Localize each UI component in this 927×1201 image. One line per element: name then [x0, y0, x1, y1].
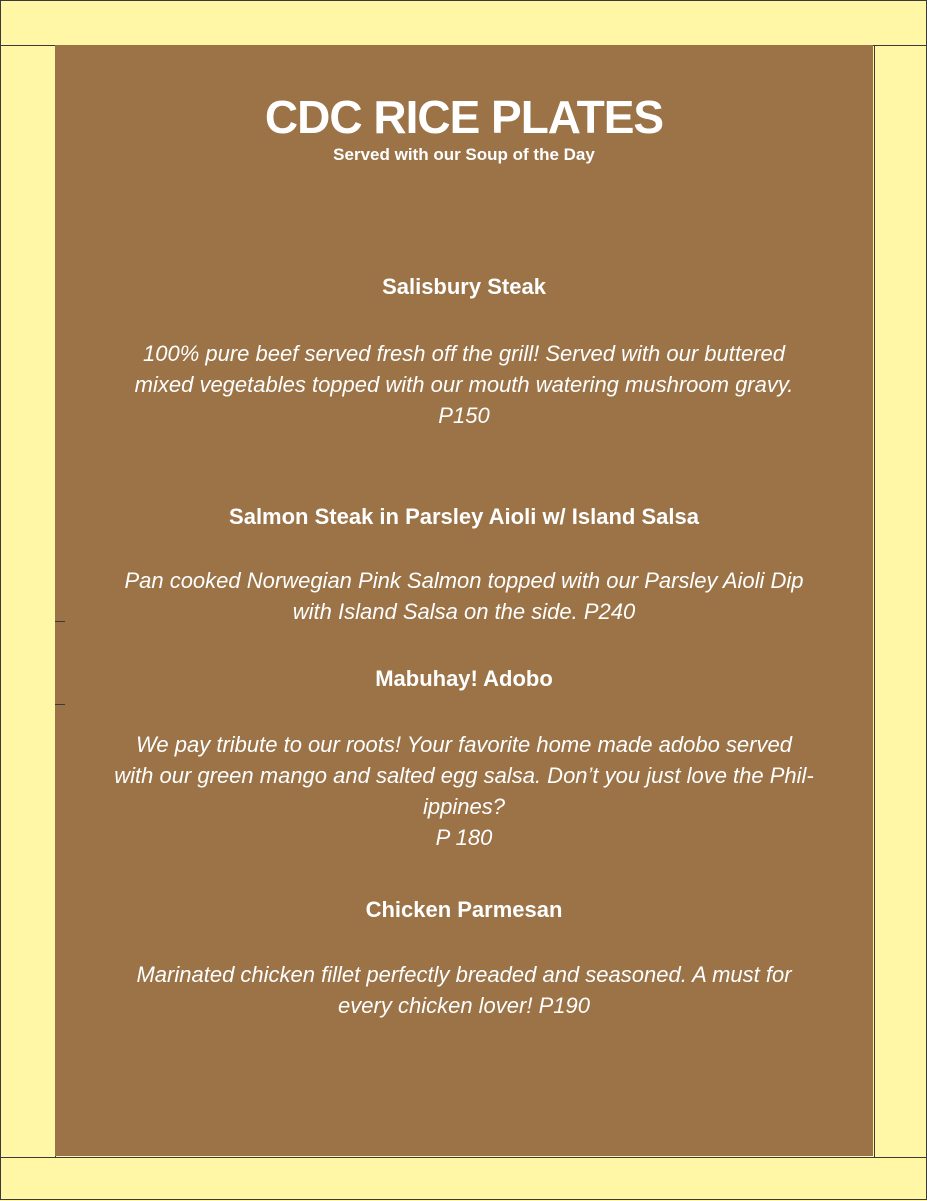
- dish-description-line: 100% pure beef served fresh off the grill! Served with our buttered: [142, 341, 786, 366]
- menu-title: CDC RICE PLATES: [264, 91, 664, 143]
- dish-description-mabuhay-adobo: [75, 729, 853, 853]
- dish-description-line: mixed vegetables topped with our mouth watering mushroom gravy.: [134, 372, 794, 397]
- dish-name-mabuhay-adobo: Mabuhay! Adobo: [375, 666, 553, 691]
- dish-description-line: every chicken lover! P190: [338, 993, 590, 1018]
- menu-panel: [55, 45, 873, 1156]
- dish-description-chicken-parmesan: [75, 959, 853, 1021]
- bottom-border-band: [1, 1157, 927, 1201]
- dish-description-salmon-steak: [75, 565, 853, 627]
- left-border-band: [1, 46, 56, 1157]
- dish-name-chicken-parmesan: Chicken Parmesan: [365, 897, 563, 922]
- dish-description-line: with Island Salsa on the side. P240: [292, 599, 636, 624]
- dish-name-salisbury-steak: Salisbury Steak: [382, 274, 546, 299]
- top-border-band: [1, 1, 927, 46]
- dish-description-line: Marinated chicken fillet perfectly breaded and seasoned. A must for: [136, 962, 792, 987]
- crop-tick-mark: [55, 704, 65, 705]
- dish-description-line: Pan cooked Norwegian Pink Salmon topped with our Parsley Aioli Dip: [124, 568, 804, 593]
- dish-description-salisbury-steak: [75, 338, 853, 431]
- dish-name-salmon-steak: Salmon Steak in Parsley Aioli w/ Island Salsa: [229, 504, 699, 529]
- dish-description-line: We pay tribute to our roots! Your favorite home made adobo served: [136, 732, 792, 757]
- crop-tick-mark: [55, 621, 65, 622]
- dish-price: P 180: [435, 825, 493, 850]
- dish-price: P150: [438, 403, 490, 428]
- menu-subtitle: Served with our Soup of the Day: [333, 145, 595, 164]
- right-border-band: [874, 46, 927, 1157]
- dish-description-line: with our green mango and salted egg salsa. Don’t you just love the Phil-: [114, 763, 814, 788]
- dish-description-line: ippines?: [423, 794, 505, 819]
